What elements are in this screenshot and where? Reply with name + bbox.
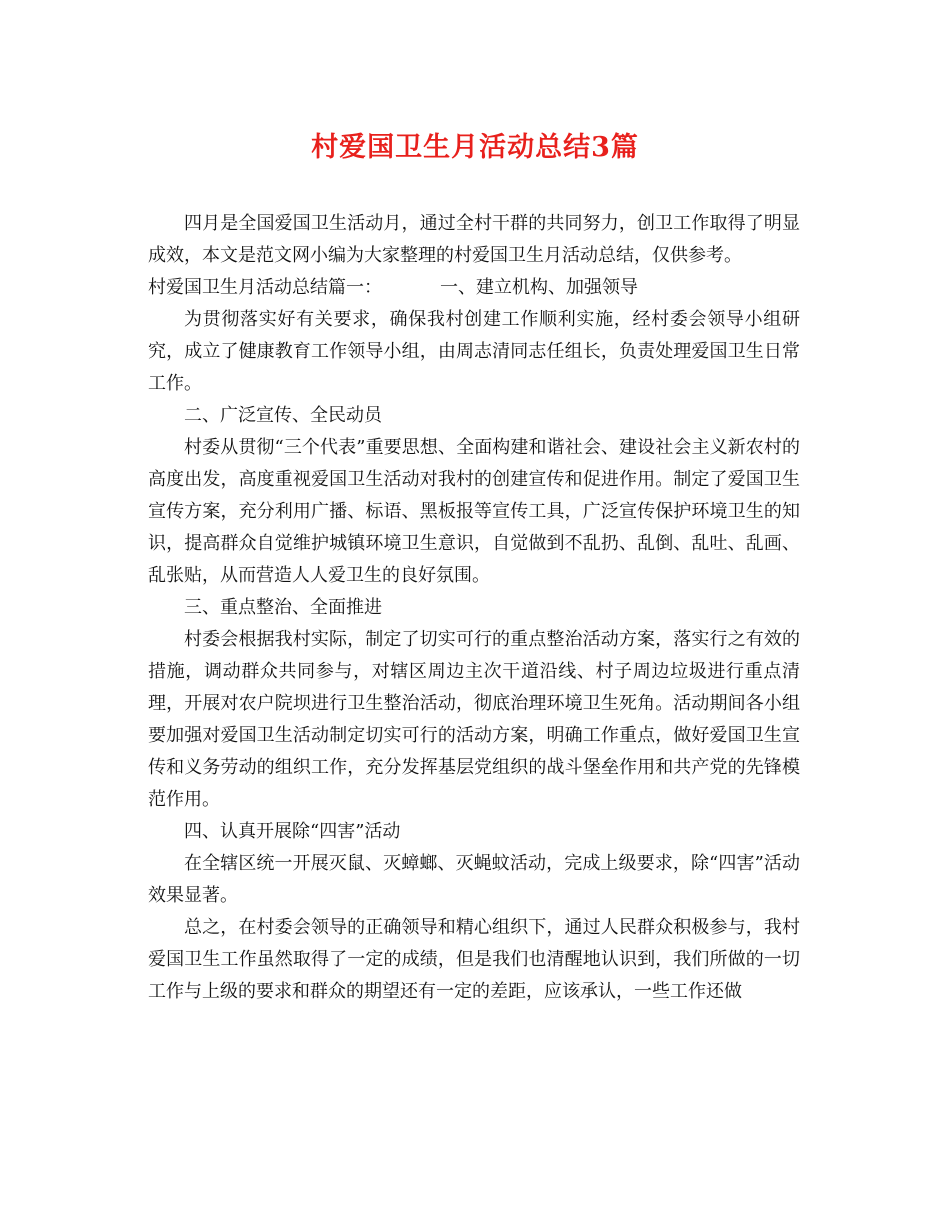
article-label-line [148,272,800,304]
section1-body: 为贯彻落实好有关要求，确保我村创建工作顺利实施，经村委会领导小组研究，成立了健康教育工作领导小组，由周志清同志任组长，负责处理爱国卫生日常工作。 [148,309,800,394]
section4-heading: 四、认真开展除“四害”活动 [184,821,401,842]
section2-body: 村委从贯彻“三个代表”重要思想、全面构建和谐社会、建设社会主义新农村的高度出发，高度重视爱国卫生活动对我村的创建宣传和促进作用。制定了爱国卫生宣传方案，充分利用广播、标语、黑板报等宣传工具，广泛宣传保护环境卫生的知识，提高群众自觉维护城镇环境卫生意识，自觉做到不乱扔、乱倒、乱吐、乱画、乱张贴，从而营造人人爱卫生的良好氛围。 [148,437,800,586]
intro-paragraph: 四月是全国爱国卫生活动月，通过全村干群的共同努力，创卫工作取得了明显成效，本文是范文网小编为大家整理的村爱国卫生月活动总结，仅供参考。 [148,213,800,266]
section1-heading: 一、建立机构、加强领导 [440,277,638,298]
conclusion-paragraph: 总之，在村委会领导的正确领导和精心组织下，通过人民群众积极参与，我村爱国卫生工作虽然取得了一定的成绩，但是我们也清醒地认识到，我们所做的一切工作与上级的要求和群众的期望还有一定的差距，应该承认，一些工作还做 [148,917,800,1002]
section3-body: 村委会根据我村实际，制定了切实可行的重点整治活动方案，落实行之有效的措施，调动群众共同参与，对辖区周边主次干道沿线、村子周边垃圾进行重点清理，开展对农户院坝进行卫生整治活动，彻底治理环境卫生死角。活动期间各小组要加强对爱国卫生活动制定切实可行的活动方案，明确工作重点，做好爱国卫生宣传和义务劳动的组织工作，充分发挥基层党组织的战斗堡垒作用和共产党的先锋模范作用。 [148,629,800,810]
section2-heading: 二、广泛宣传、全民动员 [184,405,382,426]
section4-body: 在全辖区统一开展灭鼠、灭蟑螂、灭蝇蚊活动，完成上级要求，除“四害”活动效果显著。 [148,853,800,906]
document-body [148,208,800,1008]
section3-heading: 三、重点整治、全面推进 [184,597,382,618]
article-label: 村爱国卫生月活动总结篇一： [148,277,382,298]
document-title: 村爱国卫生月活动总结3篇 [311,132,639,163]
